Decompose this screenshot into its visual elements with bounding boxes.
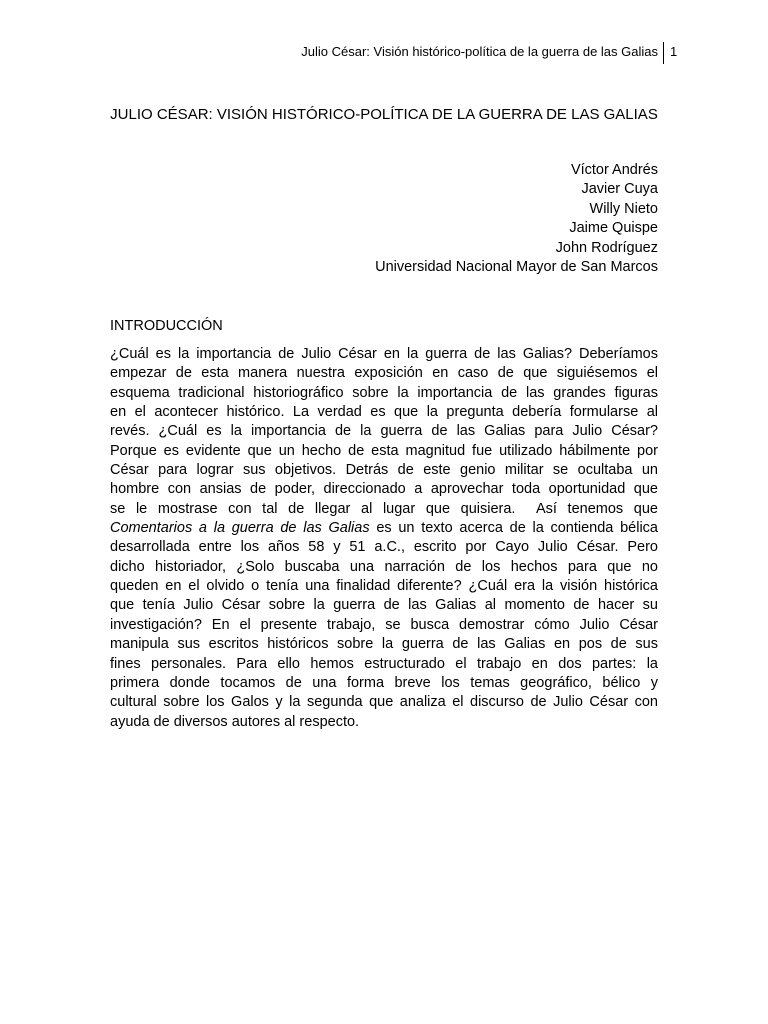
author-name: Víctor Andrés	[570, 162, 658, 178]
header-divider	[663, 42, 664, 64]
book-title-italic: Comentarios a la guerra de las Galias	[110, 520, 370, 537]
paragraph-line: cultural sobre los Galos y la segunda que analiza el discurso de Julio César con	[110, 694, 658, 711]
running-header-title: Julio César: Visión histórico-política de la guerra de las Galias	[301, 44, 658, 59]
author-block	[330, 161, 658, 277]
paragraph-line: empezar de esta manera nuestra exposición en caso de que siguiésemos el	[110, 365, 658, 382]
paragraph-line: se le mostrase con tal de llegar al lugar que quisiera. Así tenemos que	[110, 500, 658, 517]
author-name: Jaime Quispe	[569, 220, 658, 237]
paragraph-line: Porque es evidente que un hecho de esta magnitud fue utilizado hábilmente por	[110, 442, 658, 459]
paragraph-line: César para lograr sus objetivos. Detrás de este genio militar se ocultaba un	[110, 462, 658, 479]
author-name: Javier Cuya	[581, 181, 658, 198]
paragraph-line: ayuda de diversos autores al respecto.	[110, 713, 360, 730]
paragraph-line: esquema tradicional historiográfico sobre la importancia de las grandes figuras	[110, 384, 658, 401]
affiliation: Universidad Nacional Mayor de San Marcos	[375, 259, 658, 276]
paragraph-line: manipula sus escritos históricos sobre la guerra de las Galias en pos de sus	[110, 636, 658, 653]
paragraph-line: revés. ¿Cuál es la importancia de la guerra de las Galias para Julio César?	[110, 423, 658, 440]
paragraph-line: en el acontecer histórico. La verdad es que la pregunta debería formularse al	[110, 404, 658, 421]
paragraph-line: investigación? En el presente trabajo, se busca demostrar cómo Julio César	[110, 616, 658, 633]
paragraph-line: que tenía Julio César sobre la guerra de las Galias al momento de hacer su	[110, 597, 658, 614]
introduction-paragraph	[110, 345, 658, 732]
paragraph-line: ¿Cuál es la importancia de Julio César en la guerra de las Galias? Deberíamos	[110, 346, 658, 362]
paragraph-line: hombre con ansias de poder, direccionado a aprovechar toda oportunidad que	[110, 481, 658, 498]
page-number: 1	[670, 44, 678, 59]
paragraph-line: fines personales. Para ello hemos estructurado el trabajo en dos partes: la	[110, 655, 658, 672]
paragraph-line: desarrollada entre los años 58 y 51 a.C., escrito por Cayo Julio César. Pero	[110, 539, 658, 556]
section-heading: INTRODUCCIÓN	[110, 318, 223, 334]
running-header	[200, 40, 680, 64]
document-title: JULIO CÉSAR: VISIÓN HISTÓRICO-POLÍTICA DE LA GUERRA DE LAS GALIAS	[110, 106, 658, 123]
author-name: John Rodríguez	[555, 239, 658, 256]
paragraph-line: primera donde tocamos de una forma breve los temas geográfico, bélico y	[110, 674, 658, 691]
paragraph-line: dicho historiador, ¿Solo buscaba una narración de los hechos para que no	[110, 558, 658, 575]
author-name: Willy Nieto	[589, 200, 658, 217]
paragraph-line: queden en el olvido o tenía una finalidad diferente? ¿Cuál era la visión histórica	[110, 578, 658, 595]
paragraph-line: Comentarios a la guerra de las Galias es un texto acerca de la contienda bélica	[110, 520, 658, 537]
